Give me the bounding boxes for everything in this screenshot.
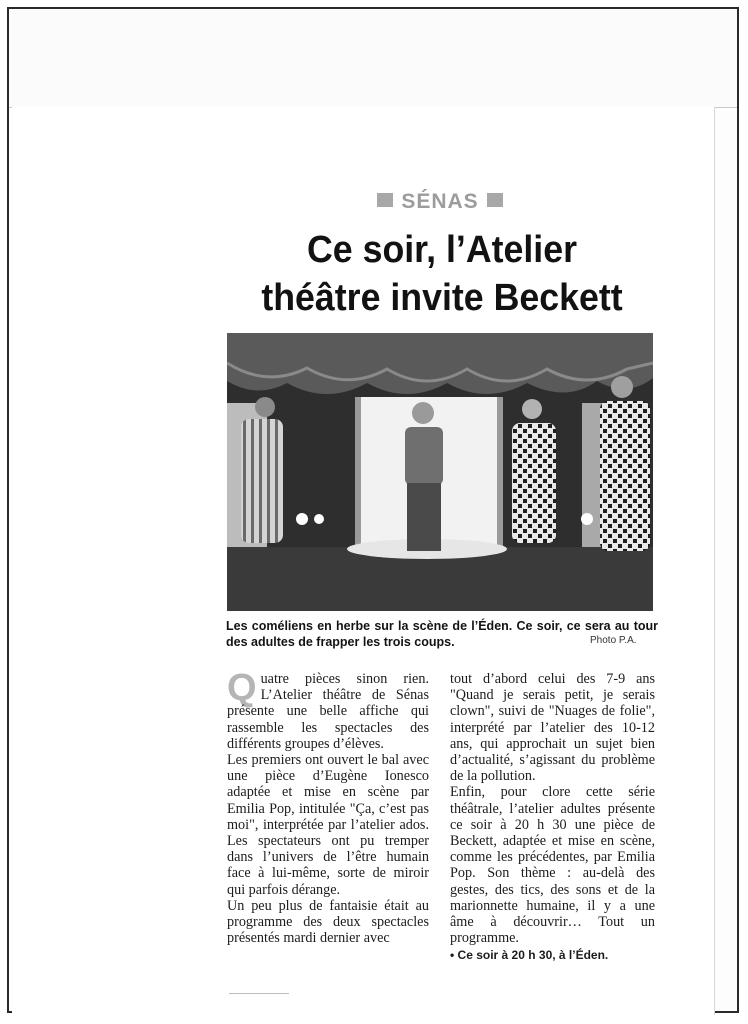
stage-photo [227, 333, 653, 611]
paper-top-sheet [9, 9, 737, 108]
headline-line-2: théâtre invite Beckett [261, 277, 623, 319]
photo-caption: Les coméliens en herbe sur la scène de l’Éden. Ce soir, ce sera au tour des adultes de frapper les trois coups. [226, 619, 658, 649]
article-column-1 [227, 667, 429, 947]
article-paragraph: Les premiers ont ouvert le bal avec une pièce d’Eugène Ionesco adaptée et mise en scène par Emilia Pop, intitulée "Ça, c’est pas moi", interprétée par l’atelier ados. Les spectateurs ont pu tremper dans l’univers de l’être humain face à lui-même, sorte de miroir qui parfois dérange. [227, 752, 429, 898]
article-paragraph: Un peu plus de fantaisie était au programme des deux spectacles présentés mardi dernier avec [227, 897, 429, 947]
footer-rule [229, 993, 289, 994]
article-paragraph: uatre pièces sinon rien. L’Atelier théâtre de Sénas présente une belle affiche qui rassemble les spectacles des différents groupes d’élèves. [227, 671, 429, 752]
kicker-label: SÉNAS [401, 190, 479, 213]
article-column-2 [450, 671, 655, 963]
section-kicker [230, 190, 650, 214]
photo-credit: Photo P.A. [590, 635, 637, 646]
kicker-square-right [487, 193, 503, 207]
article-paragraph: Enfin, pour clore cette série théâtrale, l’atelier adultes présente ce soir à 20 h 30 une pièce de Beckett, adaptée et mise en scène, comme les précédentes, par Emilia Pop. Son thème : au-delà des gestes, des tics, des sons et de la marionnette humaine, il y a une âme à découvrir… Tout un programme. [450, 784, 655, 947]
event-info: • Ce soir à 20 h 30, à l’Éden. [450, 948, 609, 963]
headline-line-1: Ce soir, l’Atelier [306, 229, 577, 271]
article-paragraph: tout d’abord celui des 7-9 ans "Quand je serais petit, je serais clown", suivi de "Nuages de folie", interprété par l’atelier des 10-12 ans, qui approchait un sujet bien d’actualité, s’agissant du problème de la pollution. [450, 671, 655, 785]
stage-photo-illustration [227, 333, 653, 611]
headline [235, 226, 649, 322]
kicker-square-left [377, 193, 393, 207]
dropcap-letter: Q [227, 667, 257, 709]
